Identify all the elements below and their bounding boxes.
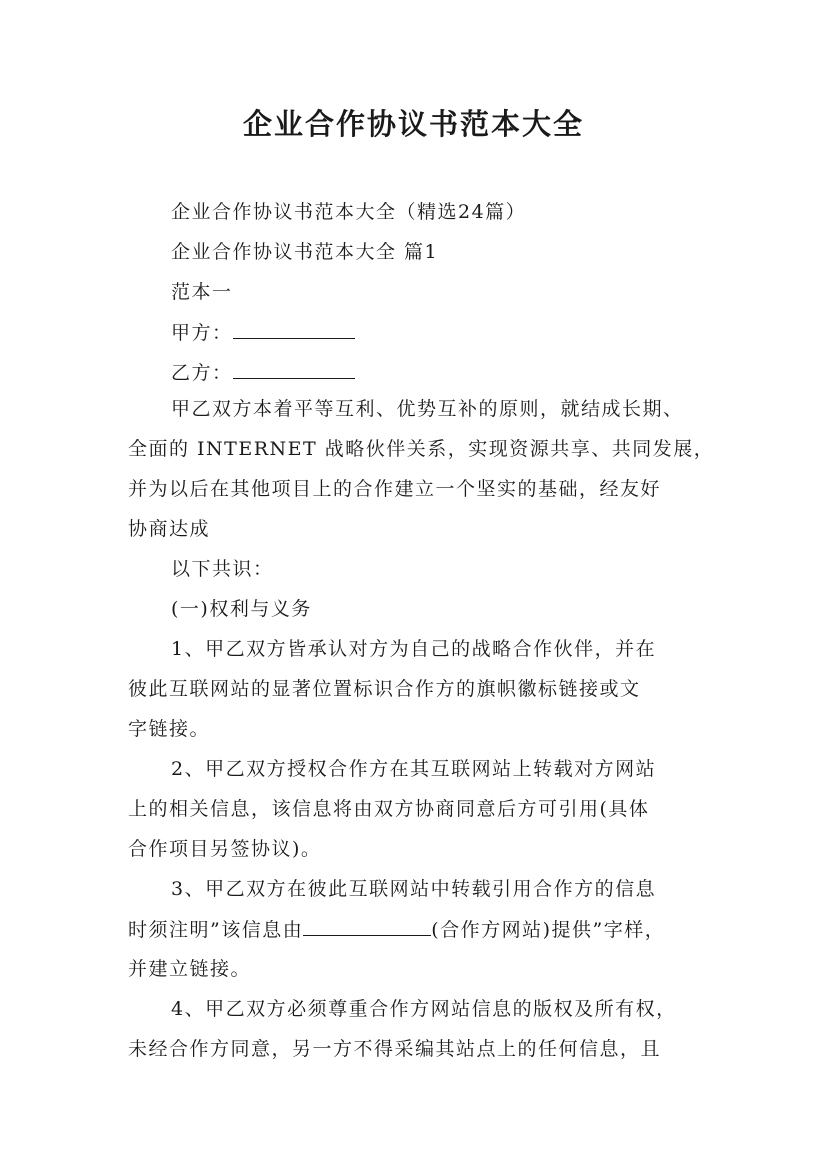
- document-title: 企业合作协议书范本大全: [242, 107, 584, 141]
- party-a-label: 甲方：: [171, 322, 233, 344]
- clause-3-line: 3、甲乙双方在彼此互联网站中转载引用合作方的信息: [171, 878, 657, 900]
- clause-heading: (一)权利与义务: [171, 598, 312, 620]
- paragraph-line: 并为以后在其他项目上的合作建立一个坚实的基础，经友好: [128, 478, 662, 500]
- paragraph-line: 甲乙双方本着平等互利、优势互补的原则，就结成长期、: [171, 398, 684, 420]
- template-heading: 范本一: [171, 281, 233, 303]
- clause-4-line: 4、甲乙双方必须尊重合作方网站信息的版权及所有权，: [171, 998, 677, 1020]
- clause-3-line: 并建立链接。: [128, 958, 252, 980]
- paragraph-line: 全面的 INTERNET 战略伙伴关系，实现资源共享、共同发展，: [128, 438, 715, 460]
- clause-1-line: 彼此互联网站的显著位置标识合作方的旗帜徽标链接或文: [128, 678, 641, 700]
- clause-1-line: 1、甲乙双方皆承认对方为自己的战略合作伙伴，并在: [171, 638, 657, 660]
- partner-site-blank[interactable]: [303, 917, 431, 936]
- clause-3-text-before: 时须注明”该信息由: [128, 919, 304, 941]
- clause-1-line: 字链接。: [128, 718, 211, 740]
- section-heading: 企业合作协议书范本大全 篇1: [171, 241, 439, 263]
- paragraph-line: 以下共识：: [171, 558, 274, 580]
- party-b-line: [171, 360, 731, 386]
- party-a-blank[interactable]: [233, 320, 355, 339]
- clause-3-text-after: (合作方网站)提供”字样，: [431, 919, 666, 941]
- clause-4-line: 未经合作方同意，另一方不得采编其站点上的任何信息，且: [128, 1038, 662, 1060]
- clause-2-line: 合作项目另签协议)。: [128, 838, 322, 860]
- subtitle-line: 企业合作协议书范本大全（精选24篇）: [171, 201, 527, 223]
- party-a-line: [171, 320, 731, 346]
- clause-3-line: [128, 917, 728, 943]
- party-b-label: 乙方：: [171, 362, 233, 384]
- clause-2-line: 上的相关信息，该信息将由双方协商同意后方可引用(具体: [128, 798, 650, 820]
- clause-2-line: 2、甲乙双方授权合作方在其互联网站上转载对方网站: [171, 758, 657, 780]
- party-b-blank[interactable]: [233, 360, 355, 379]
- paragraph-line: 协商达成: [128, 518, 211, 540]
